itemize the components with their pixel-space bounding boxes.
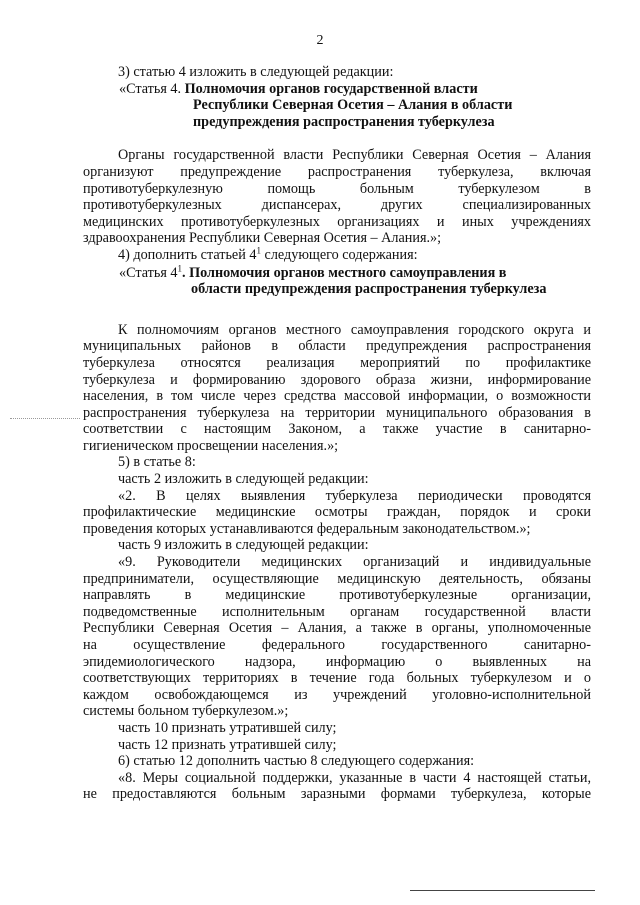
article-4-1-text-line: соответствии с настоящим Законом, а также участие в санитарно- bbox=[83, 421, 591, 438]
article-4-label: «Статья 4. bbox=[119, 80, 185, 97]
superscript: 1 bbox=[177, 262, 183, 273]
item-3-intro: 3) статью 4 изложить в следующей редакции: bbox=[118, 64, 394, 80]
article-4-1-text-line: гигиеническом просвещении населения.»; bbox=[83, 437, 339, 454]
article-4-title: Полномочия органов государственной власти bbox=[184, 80, 478, 97]
part-9-intro: часть 9 изложить в следующей редакции: bbox=[118, 537, 369, 554]
article-4-1-text-line: туберкулеза относятся реализация мероприятий по профилактике bbox=[83, 354, 591, 371]
article-4-1-text-line: распространения туберкулеза на территории муниципального образования в bbox=[83, 404, 591, 421]
part-9-text-line: системы больном туберкулезом.»; bbox=[83, 703, 289, 720]
item-6: 6) статью 12 дополнить частью 8 следующего содержания: bbox=[118, 753, 475, 770]
article-4-1-heading-line-1 bbox=[119, 262, 591, 282]
article-4-1-label: «Статья 4 bbox=[119, 264, 178, 281]
part-2-text-line: профилактические медицинские осмотры граждан, порядок и сроки bbox=[83, 504, 591, 521]
part-12: часть 12 признать утратившей силу; bbox=[118, 736, 337, 753]
part-9-text-line: эпидемиологического надзора, информацию о выявленных на bbox=[83, 653, 591, 670]
spacer bbox=[83, 130, 591, 147]
article-4-text-line: медицинских противотуберкулезных организациях и иных учреждениях bbox=[83, 213, 591, 230]
part-9-text-line: Республики Северная Осетия – Алания, а также в органы, уполномоченные bbox=[83, 620, 591, 637]
part-9-text-line: каждом освобождающемся из учреждений уголовно-исполнительной bbox=[83, 686, 591, 703]
item-5: 5) в статье 8: bbox=[118, 454, 196, 471]
article-4-text-line: Органы государственной власти Республики Северная Осетия – Алания bbox=[118, 147, 591, 164]
article-4-text-line: здравоохранения Республики Северная Осетия – Алания.»; bbox=[83, 230, 442, 247]
part-9-text-line: предприниматели, осуществляющие медицинскую деятельность, обязаны bbox=[83, 570, 591, 587]
part-2-intro: часть 2 изложить в следующей редакции: bbox=[118, 471, 369, 488]
article-4-heading-line-3: предупреждения распространения туберкулеза bbox=[193, 113, 495, 130]
margin-mark bbox=[10, 418, 80, 420]
article-4-heading-line-2: Республики Северная Осетия – Алания в области bbox=[193, 97, 513, 114]
article-4-1-heading-line-2: области предупреждения распространения туберкулеза bbox=[191, 281, 547, 298]
part-2-text-line: проведения которых устанавливаются федеральным законодательством.»; bbox=[83, 520, 531, 537]
spacer bbox=[83, 298, 591, 322]
article-4-text-line: организуют предупреждение распространения туберкулеза, включая bbox=[83, 163, 591, 180]
part-8-text-line: «8. Меры социальной поддержки, указанные в части 4 настоящей статьи, bbox=[118, 769, 591, 786]
part-9-text-line: подведомственные исполнительным органам государственной власти bbox=[83, 603, 591, 620]
superscript: 1 bbox=[256, 245, 261, 256]
item-4-intro: 4) дополнить статьей $4^1$ следующего содержания: bbox=[118, 245, 418, 263]
article-4-1-text-line: К полномочиям органов местного самоуправления городского округа и bbox=[118, 321, 591, 338]
part-9-text-line: на осуществление федерального государственного санитарно- bbox=[83, 637, 591, 653]
page-number: 2 bbox=[316, 33, 324, 48]
article-4-1-text-line: населения, в том числе через средства массовой информации, о возможности bbox=[83, 388, 591, 405]
part-9-text-line: «9. Руководители медицинских организаций и индивидуальные bbox=[118, 554, 591, 571]
part-2-text-line: «2. В целях выявления туберкулеза периодически проводятся bbox=[118, 487, 591, 504]
part-9-text-line: направлять в медицинские противотуберкулезные организации, bbox=[83, 587, 591, 604]
part-9-text-line: соответствующих территориях в течение года больных туберкулезом и о bbox=[83, 670, 591, 687]
article-4-1-text-line: туберкулеза и формированию здорового образа жизни, информирование bbox=[83, 371, 591, 388]
document-body bbox=[83, 64, 591, 803]
article-4-1-text-line: муниципальных районов в области предупреждения распространения bbox=[83, 338, 591, 355]
article-4-heading-line-1 bbox=[119, 81, 591, 98]
article-4-text-line: противотуберкулезных диспансерах, других специализированных bbox=[83, 197, 591, 214]
article-4-1-title: . Полномочия органов местного самоуправления в bbox=[182, 264, 507, 281]
part-8-text-line: не предоставляются больным заразными формами туберкулеза, которые bbox=[83, 786, 591, 803]
footer-rule bbox=[410, 890, 595, 891]
article-4-text-line: противотуберкулезную помощь больным туберкулезом в bbox=[83, 180, 591, 197]
part-10: часть 10 признать утратившей силу; bbox=[118, 719, 337, 736]
